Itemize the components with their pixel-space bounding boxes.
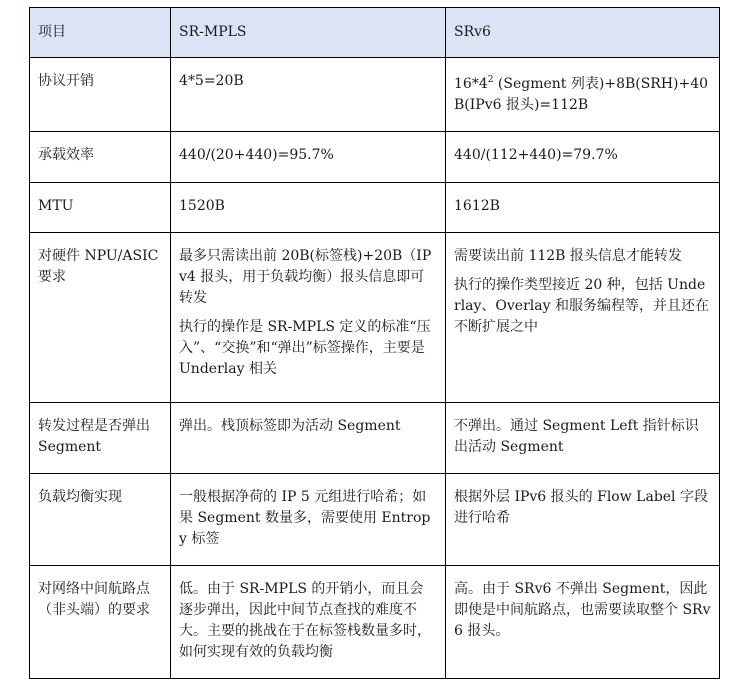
- srv6-cell: 440/(112+440)=79.7%: [446, 132, 720, 183]
- srv6-cell: [446, 58, 720, 132]
- srv6-cell: [446, 233, 720, 403]
- row-item: MTU: [30, 183, 171, 233]
- row-item: 对硬件 NPU/ASIC 要求: [30, 233, 171, 403]
- table-row: [30, 58, 720, 132]
- header-sr-mpls: SR-MPLS: [171, 8, 446, 58]
- srv6-paragraph: 执行的操作类型接近 20 种，包括 Underlay、Overlay 和服务编程等，并且还在不断扩展之中: [454, 277, 709, 335]
- table-row: [30, 183, 720, 233]
- header-item: 项目: [30, 8, 171, 58]
- sr-mpls-cell: 低。由于 SR-MPLS 的开销小，而且会逐步弹出，因此中间节点查找的难度不大。主要的挑战在于在标签栈数量多时，如何实现有效的负载均衡: [171, 566, 446, 679]
- srv6-paragraph: 需要读出前 112B 报头信息才能转发: [454, 248, 682, 264]
- srv6-cell: 不弹出。通过 Segment Left 指针标识出活动 Segment: [446, 403, 720, 474]
- table-row: [30, 403, 720, 474]
- row-item: 转发过程是否弹出 Segment: [30, 403, 171, 474]
- table-row: [30, 474, 720, 566]
- table-row: [30, 132, 720, 183]
- header-row: [30, 8, 720, 58]
- srv6-cell: 高。由于 SRv6 不弹出 Segment，因此即使是中间航路点，也需要读取整个 SRv6 报头。: [446, 566, 720, 679]
- srv6-cell: 1612B: [446, 183, 720, 233]
- row-item: 承载效率: [30, 132, 171, 183]
- srv6-overhead-base: 16*4: [454, 76, 488, 92]
- sr-mpls-paragraph: 最多只需读出前 20B(标签栈)+20B（IPv4 报头，用于负载均衡）报头信息即可转发: [179, 248, 432, 306]
- sr-mpls-cell: 4*5=20B: [171, 58, 446, 132]
- header-srv6: SRv6: [446, 8, 720, 58]
- row-item: 协议开销: [30, 58, 171, 132]
- row-item: 对网络中间航路点（非头端）的要求: [30, 566, 171, 679]
- sr-mpls-cell: 1520B: [171, 183, 446, 233]
- table-row: [30, 566, 720, 679]
- srv6-cell: 根据外层 IPv6 报头的 Flow Label 字段进行哈希: [446, 474, 720, 566]
- comparison-table: [29, 7, 720, 679]
- sr-mpls-cell: 440/(20+440)=95.7%: [171, 132, 446, 183]
- row-item: 负载均衡实现: [30, 474, 171, 566]
- sr-mpls-cell: 一般根据净荷的 IP 5 元组进行哈希；如果 Segment 数量多，需要使用 Entropy 标签: [171, 474, 446, 566]
- sr-mpls-paragraph: 执行的操作是 SR-MPLS 定义的标准“压入”、“交换”和“弹出”标签操作，主要是 Underlay 相关: [179, 319, 431, 377]
- srv6-overhead-exponent: 2: [487, 75, 494, 85]
- table-row: [30, 233, 720, 403]
- srv6-overhead-rest: (Segment 列表)+8B(SRH)+40B(IPv6 报头)=112B: [454, 76, 709, 113]
- sr-mpls-cell: 弹出。栈顶标签即为活动 Segment: [171, 403, 446, 474]
- sr-mpls-cell: [171, 233, 446, 403]
